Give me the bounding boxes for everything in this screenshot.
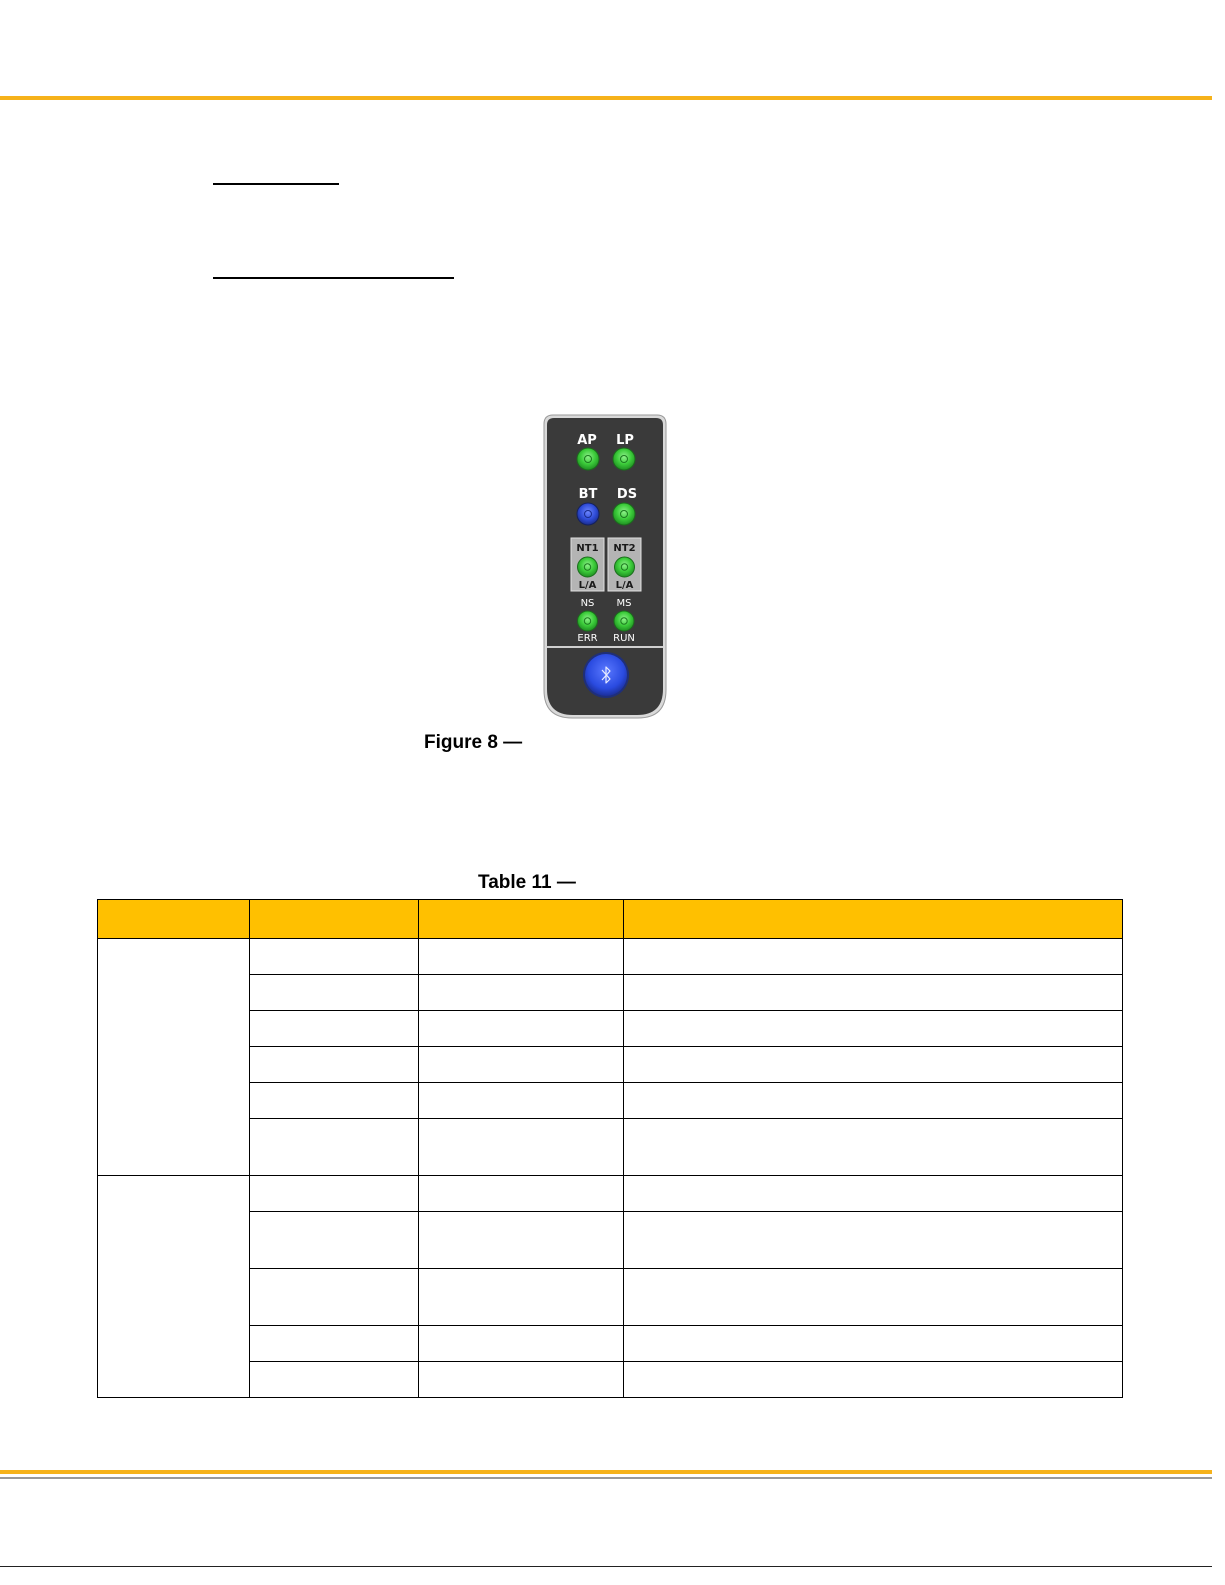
table-cell [624,1176,1123,1212]
header-rule [0,96,1212,100]
table-cell [624,1212,1123,1269]
table-row [98,1362,1123,1398]
table-header-cell [624,900,1123,939]
page-bottom-line [0,1566,1212,1567]
table-header-cell [98,900,250,939]
table-cell [419,1083,624,1119]
table-cell [624,939,1123,975]
table-cell [250,939,419,975]
table-cell [419,1011,624,1047]
table-cell [419,1047,624,1083]
table-cell [419,1176,624,1212]
table-row [98,1212,1123,1269]
led-panel-figure [543,414,667,719]
table-group-cell [98,939,250,1176]
table-cell [624,1269,1123,1326]
table-cell [624,1362,1123,1398]
led-sublabel-nt2: L/A [615,580,634,591]
led-sublabel-ms: RUN [613,633,635,644]
table-row [98,1119,1123,1176]
led-label-ap: AP [577,433,597,448]
led-sublabel-nt1: L/A [578,580,597,591]
table-cell [419,1362,624,1398]
table-header-cell [250,900,419,939]
table-cell [419,1269,624,1326]
table-row [98,1047,1123,1083]
footer-rule-secondary [0,1477,1212,1479]
table-caption: Table 11 — [478,872,576,893]
led-label-nt1: NT1 [576,543,599,554]
led-label-ns: NS [580,598,595,609]
footer-rule [0,1470,1212,1474]
table-row [98,1011,1123,1047]
led-label-lp: LP [616,433,634,448]
table-row [98,1176,1123,1212]
led-nt2 [615,557,635,577]
led-label-ms: MS [616,598,632,609]
table-cell [419,939,624,975]
led-lp [613,448,635,470]
table-cell [624,1011,1123,1047]
led-bt [577,503,599,525]
led-label-nt2: NT2 [613,543,636,554]
led-ns [578,611,598,631]
table-cell [250,1119,419,1176]
table-cell [419,1212,624,1269]
table-cell [624,1083,1123,1119]
table-cell [250,1083,419,1119]
led-nt1 [578,557,598,577]
table-cell [250,1326,419,1362]
led-label-ds: DS [616,487,638,502]
table-cell [419,1326,624,1362]
table-cell [250,1362,419,1398]
table-cell [624,1326,1123,1362]
led-ds [613,503,635,525]
table-cell [250,1269,419,1326]
table-row [98,975,1123,1011]
table-cell [624,975,1123,1011]
table-header-cell [419,900,624,939]
table-row [98,1326,1123,1362]
table-row [98,1083,1123,1119]
table-cell [250,1047,419,1083]
led-sublabel-ns: ERR [577,633,598,644]
subsection-heading-underline [213,277,454,279]
led-status-table [97,899,1123,1398]
table-cell [250,1011,419,1047]
table-cell [624,1119,1123,1176]
table-cell [624,1047,1123,1083]
section-heading-underline [213,183,339,185]
table-cell [250,1176,419,1212]
table-row [98,1269,1123,1326]
table-row [98,939,1123,975]
table-group-cell [98,1176,250,1398]
figure-caption: Figure 8 — [424,732,523,753]
led-ap [577,448,599,470]
led-ms [614,611,634,631]
led-label-bt: BT [578,487,598,502]
table-cell [250,1212,419,1269]
table-cell [419,1119,624,1176]
table-cell [419,975,624,1011]
table-header-row [98,900,1123,939]
bluetooth-button [583,652,629,698]
table-cell [250,975,419,1011]
